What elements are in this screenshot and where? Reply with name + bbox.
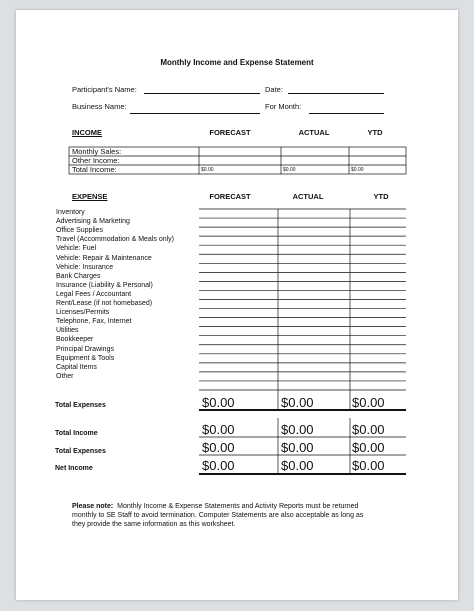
note-line-3: they provide the same information as this worksheet. [72,521,236,529]
expense-item-label: Other [56,372,74,380]
totals-row-label: Total Expenses [55,402,106,409]
expense-item-label: Licenses/Permits [56,309,110,317]
income-col-ytd: YTD [367,128,383,137]
totals-row-label: Total Expenses [55,448,106,455]
income-header: INCOME [72,128,102,137]
totals-row-value: $0.00 [202,440,235,455]
totals-row-value: $0.00 [202,422,235,437]
expense-item-label: Telephone, Fax, Internet [56,318,132,326]
expense-item-label: Capital Items [56,363,97,371]
expense-item-label: Travel (Accommodation & Meals only) [56,236,175,244]
for-month-label: For Month: [265,102,302,111]
totals-row-value: $0.00 [352,440,385,455]
totals-row-value: $0.00 [281,395,314,410]
expense-col-ytd: YTD [373,192,389,201]
income-col-actual: ACTUAL [298,128,330,137]
income-col-forecast: FORECAST [209,128,251,137]
totals-row-value: $0.00 [202,458,235,473]
date-label: Date: [265,85,283,94]
expense-item-label: Bookkeeper [56,336,94,344]
expense-item-label: Vehicle: Insurance [56,263,114,271]
participant-name-field[interactable] [144,93,260,94]
date-field[interactable] [288,93,384,94]
monthly-sales-label: Monthly Sales: [72,147,122,156]
totals-row-label: Total Income [55,430,98,437]
totals-row-value: $0.00 [281,458,314,473]
totals-row-label: Net Income [55,465,93,472]
expense-item-label: Vehicle: Fuel [56,245,97,253]
expense-item-label: Principal Drawings [56,345,114,353]
totals-row-value: $0.00 [352,458,385,473]
expense-item-label: Bank Charges [56,272,101,280]
business-name-field[interactable] [130,113,260,114]
business-name-label: Business Name: [72,102,127,111]
totals-row-value: $0.00 [202,395,235,410]
note-block [72,502,402,530]
total-income-forecast: $0.00 [201,167,214,173]
other-income-label: Other Income: [72,156,120,165]
expense-item-label: Equipment & Tools [56,354,115,362]
expense-item-label: Insurance (Liability & Personal) [56,281,153,289]
expense-table-grid [199,209,406,411]
expense-item-label: Inventory [56,209,85,216]
totals-row-value: $0.00 [352,422,385,437]
expense-item-label: Office Supplies [56,227,103,235]
expense-header: EXPENSE [72,192,108,201]
participant-name-label: Participant's Name: [72,85,137,94]
total-income-actual: $0.00 [283,167,296,173]
expense-col-actual: ACTUAL [292,192,324,201]
expense-item-label: Vehicle: Repair & Maintenance [56,254,152,262]
total-income-ytd: $0.00 [351,167,364,173]
note-line-1: Please note: Monthly Income & Expense Statements and Activity Reports must be returned [72,503,359,510]
total-income-label: Total Income: [72,165,117,174]
expense-item-label: Rent/Lease (if not homebased) [56,300,153,307]
totals-row-value: $0.00 [281,440,314,455]
expense-item-label: Utilities [56,327,79,335]
for-month-field[interactable] [309,113,384,114]
totals-row-value: $0.00 [352,395,385,410]
note-line-2: monthly to SE Staff to avoid termination. Computer Statements are also acceptable as long as [72,512,364,520]
totals-row-value: $0.00 [281,422,314,437]
note-label: Please note: [72,503,114,510]
expense-item-label: Legal Fees / Accountant [56,290,132,298]
expense-item-label: Advertising & Marketing [56,218,130,226]
expense-col-forecast: FORECAST [209,192,251,201]
page-title: Monthly Income and Expense Statement [160,58,314,67]
